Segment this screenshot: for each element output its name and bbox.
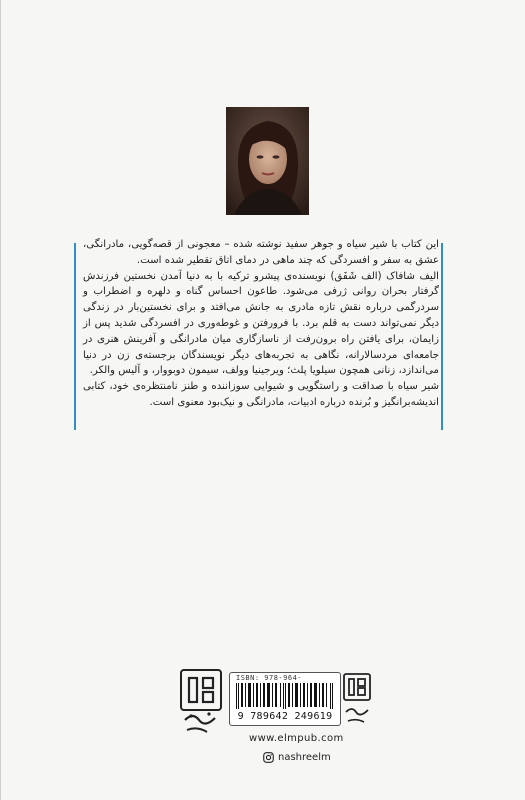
social-handle-row[interactable] xyxy=(263,750,331,764)
isbn-number: 9 789642 249619 xyxy=(237,711,333,722)
publisher-logo-right xyxy=(342,672,372,728)
publisher-website[interactable]: www.elmpub.com xyxy=(249,733,344,744)
blue-rule-right xyxy=(441,243,443,430)
blurb-text xyxy=(83,237,439,411)
isbn-barcode xyxy=(229,672,341,726)
publisher-logo-left xyxy=(177,668,225,740)
blurb-paragraph-1: این کتاب با شیر سیاه و جوهر سفید نوشته شده – معجونی از قصه‌گویی، مادرانگی، عشق به سفر و افسردگی که چند ماهی در دمای اتاق تقطیر شده است. xyxy=(83,239,439,266)
instagram-icon xyxy=(263,752,274,763)
instagram-handle: nashreelm xyxy=(278,751,331,763)
author-portrait-image xyxy=(226,107,309,215)
barcode-bars xyxy=(236,683,334,709)
isbn-label: ISBN: 978-964- xyxy=(236,674,303,682)
blue-rule-left xyxy=(74,243,76,430)
blurb-paragraph-2: الیف شافاک (الف شَفَق) نویسنده‌ی پیشرو ترکیه با به دنیا آمدن نخستین فرزندش گرفتار بحران روانی ژرفی می‌شود. طاعون احساس گناه و دلهره و اضطراب و سردرگمی درباره نقش تازه مادری به جانش می‌افتد و برای نخستین‌بار در زندگی دیگر نمی‌تواند دست به قلم برد. با فرورفتن و غوطه‌وری در افسردگی شدید پس از زایمان، برای یافتن راه برون‌رفت از ناسازگاری میان مادرانگی و آفرینش هنری در جامعه‌ای مردسالارانه، نگاهی به تجربه‌های دیگر نویسندگان برجسته‌ی زن در دنیا می‌اندازد، زنانی همچون سیلویا پلث؛ ویرجینیا وولف، سیمون دوبووار، و آلیس والکر. xyxy=(83,270,439,377)
author-photo xyxy=(226,107,309,215)
blurb-paragraph-3: شیر سیاه با صداقت و راستگویی و شیوایی سوزاننده و طنز نامنتظره‌ی خود، کتابی اندیشه‌برانگیز و بُرنده درباره ادبیات، مادرانگی و نیک‌بود معنوی است. xyxy=(83,381,439,408)
